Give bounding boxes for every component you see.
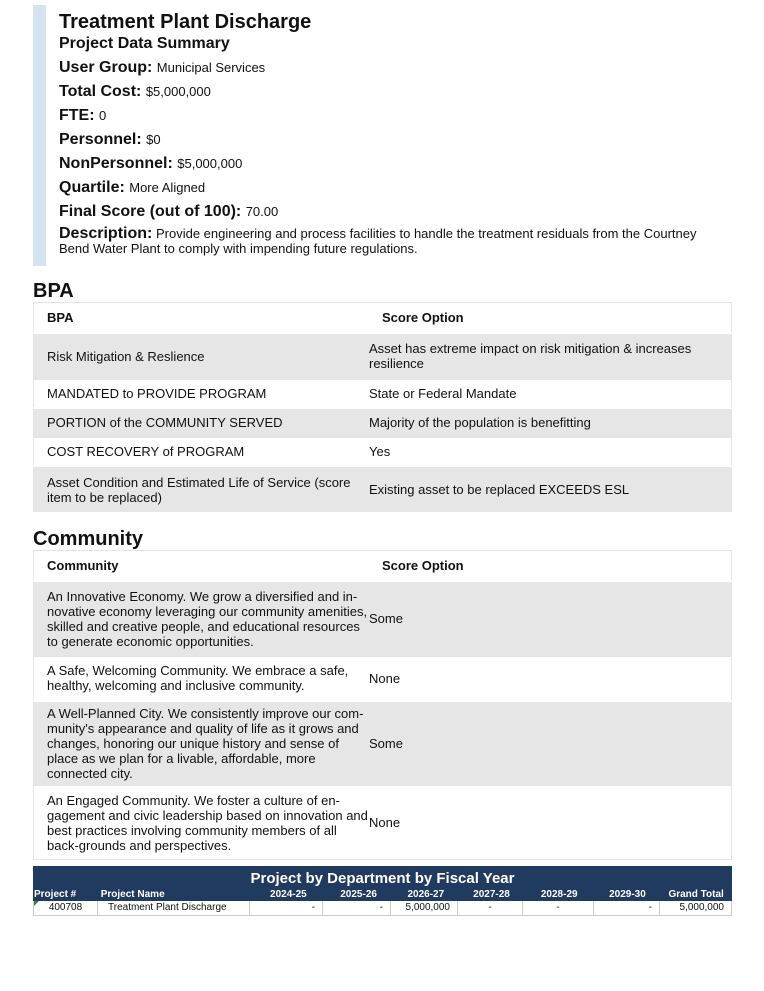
personnel-label: Personnel: (59, 131, 142, 148)
table-row (34, 333, 732, 379)
bpa-criterion: Asset Condition and Estimated Life of Service (score item to be replaced) (34, 466, 370, 512)
final-score-field (59, 202, 724, 222)
quartile-label: Quartile: (59, 179, 125, 196)
table-row (34, 701, 732, 786)
table-row (34, 786, 732, 860)
project-name-cell: Treatment Plant Discharge (98, 901, 250, 915)
final-score-value: 70.00 (245, 204, 279, 219)
department-fiscal-year-table (33, 866, 732, 916)
user-group-value: Municipal Services (156, 60, 266, 75)
table-row (34, 466, 732, 512)
project-title: Treatment Plant Discharge (59, 11, 312, 33)
description-text: Provide engineering and process facilities to handle the treatment residuals from the Courtney Bend Water Plant to comply with impending future regulations. (59, 226, 697, 256)
bpa-score-option: Yes (369, 437, 732, 466)
department-table-columns (33, 888, 732, 901)
table-row (33, 901, 732, 916)
bpa-score-option: Existing asset to be replaced EXCEEDS ESL (369, 466, 732, 512)
nonpersonnel-value: $5,000,000 (177, 156, 243, 171)
summary-accent-bar (33, 5, 46, 266)
quartile-field (59, 178, 724, 198)
table-row (34, 656, 732, 701)
fy-2024-25-cell: - (250, 901, 323, 915)
bpa-score-option: State or Federal Mandate (369, 379, 732, 408)
fte-label: FTE: (59, 107, 95, 124)
col-fy-2024-25: 2024-25 (270, 889, 307, 900)
col-grand-total: Grand Total (668, 889, 724, 900)
col-project-name: Project Name (100, 889, 165, 900)
bpa-table (33, 302, 732, 512)
community-score-option: None (369, 656, 732, 701)
col-fy-2029-30: 2029-30 (609, 889, 646, 900)
col-project-number: Project # (34, 889, 77, 900)
description-field (59, 226, 724, 256)
user-group-label: User Group: (59, 59, 153, 76)
nonpersonnel-field (59, 154, 724, 174)
bpa-criterion: Risk Mitigation & Reslience (34, 333, 370, 379)
bpa-col-header: BPA (34, 303, 370, 334)
fy-2026-27-cell: 5,000,000 (391, 901, 458, 915)
description-label: Description: (59, 225, 153, 242)
project-summary-panel (33, 5, 732, 266)
col-fy-2027-28: 2027-28 (473, 889, 510, 900)
table-row (34, 408, 732, 437)
department-table-header (33, 866, 732, 901)
project-number: 400708 (48, 902, 83, 913)
table-row (34, 379, 732, 408)
score-option-col-header: Score Option (369, 303, 732, 334)
final-score-label: Final Score (out of 100): (59, 203, 242, 220)
community-criterion: A Safe, Welcoming Community. We embrace a safe, healthy, welcoming and inclusive community. (34, 656, 370, 701)
bpa-score-option: Asset has extreme impact on risk mitigation & increases resilience (369, 333, 732, 379)
grand-total-cell: 5,000,000 (660, 901, 732, 915)
cell-marker (34, 901, 39, 906)
bpa-heading: BPA (33, 280, 74, 302)
col-fy-2028-29: 2028-29 (540, 889, 578, 900)
score-option-col-header: Score Option (369, 551, 732, 582)
total-cost-label: Total Cost: (59, 83, 142, 100)
fy-2028-29-cell: - (523, 901, 594, 915)
table-row (34, 581, 732, 656)
bpa-criterion: MANDATED to PROVIDE PROGRAM (34, 379, 370, 408)
bpa-criterion: COST RECOVERY of PROGRAM (34, 437, 370, 466)
col-fy-2025-26: 2025-26 (340, 889, 377, 900)
fy-2029-30-cell: - (594, 901, 660, 915)
col-fy-2026-27: 2026-27 (407, 889, 445, 900)
community-criterion: A Well-Planned City. We consistently improve our com-munity's appearance and quality of life as it grows and changes, honoring our unique history and sense of place as we plan for a livable, affordable, more connected city. (34, 701, 370, 786)
total-cost-value: $5,000,000 (145, 84, 211, 99)
fy-2025-26-cell: - (323, 901, 391, 915)
nonpersonnel-label: NonPersonnel: (59, 155, 173, 172)
community-score-option: Some (369, 701, 732, 786)
quartile-value: More Aligned (129, 180, 206, 195)
fte-field (59, 106, 724, 126)
bpa-criterion: PORTION of the COMMUNITY SERVED (34, 408, 370, 437)
bpa-score-option: Majority of the population is benefitting (369, 408, 732, 437)
community-criterion: An Engaged Community. We foster a culture of en-gagement and civic leadership based on innovation and best practices involving community members of all back-grounds and perspectives. (34, 786, 370, 860)
table-row (34, 437, 732, 466)
community-heading: Community (33, 528, 143, 550)
fte-value: 0 (99, 108, 107, 123)
community-table (33, 550, 732, 860)
total-cost-field (59, 82, 724, 102)
user-group-field (59, 58, 724, 78)
project-subtitle: Project Data Summary (59, 35, 230, 52)
community-score-option: None (369, 786, 732, 860)
project-number-cell (33, 901, 98, 915)
fy-2027-28-cell: - (458, 901, 523, 915)
personnel-value: $0 (146, 132, 161, 147)
personnel-field (59, 130, 724, 150)
department-table-title: Project by Department by Fiscal Year (250, 870, 515, 887)
community-criterion: An Innovative Economy. We grow a diversified and in-novative economy leveraging our community amenities, skilled and creative people, and educational resources to generate economic opportunities. (34, 581, 370, 656)
community-score-option: Some (369, 581, 732, 656)
community-col-header: Community (34, 551, 370, 582)
